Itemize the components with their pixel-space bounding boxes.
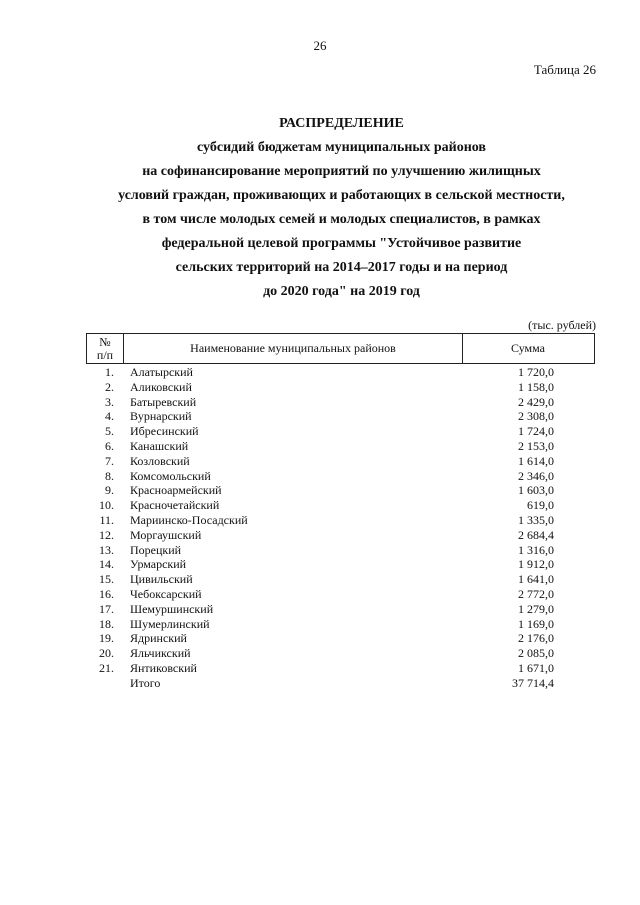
amount-value: 1 158,0 bbox=[518, 379, 554, 394]
table-row bbox=[86, 424, 595, 439]
table-row bbox=[86, 498, 595, 513]
row-number: 5. bbox=[105, 424, 114, 439]
unit-note: (тыс. рублей) bbox=[528, 318, 596, 332]
district-name: Батыревский bbox=[130, 394, 197, 409]
table-row bbox=[86, 587, 595, 602]
district-name: Красночетайский bbox=[130, 498, 220, 513]
document-title bbox=[60, 112, 623, 304]
title-line: до 2020 года" на 2019 год bbox=[263, 284, 420, 299]
title-line: РАСПРЕДЕЛЕНИЕ bbox=[279, 116, 404, 131]
table-label: Таблица 26 bbox=[533, 62, 596, 77]
amount-value: 2 684,4 bbox=[518, 527, 554, 542]
table-row bbox=[86, 365, 595, 380]
total-row bbox=[86, 676, 595, 691]
header-district-name: Наименование муниципальных районов bbox=[124, 334, 463, 363]
district-name: Шемуршинский bbox=[130, 601, 214, 616]
table-row bbox=[86, 617, 595, 632]
table-row bbox=[86, 646, 595, 661]
amount-value: 1 279,0 bbox=[518, 601, 554, 616]
district-name: Алатырский bbox=[130, 365, 193, 379]
row-number: 16. bbox=[99, 586, 114, 601]
row-number: 9. bbox=[105, 483, 114, 498]
amount-value: 2 176,0 bbox=[518, 631, 554, 646]
amount-value: 2 153,0 bbox=[518, 438, 554, 453]
title-line: сельских территорий на 2014–2017 годы и на период bbox=[175, 260, 508, 275]
table-row bbox=[86, 572, 595, 587]
amount-value: 2 346,0 bbox=[518, 468, 554, 483]
table-row bbox=[86, 602, 595, 617]
page-number: 26 bbox=[313, 38, 327, 53]
amount-value: 1 316,0 bbox=[518, 542, 554, 557]
row-number: 8. bbox=[105, 468, 114, 483]
header-number bbox=[87, 334, 124, 363]
district-name: Цивильский bbox=[130, 572, 193, 587]
title-line: условий граждан, проживающих и работающих в сельской местности, bbox=[118, 188, 565, 203]
table-row bbox=[86, 439, 595, 454]
row-number: 17. bbox=[99, 601, 114, 616]
table-row bbox=[86, 631, 595, 646]
table-row bbox=[86, 409, 595, 424]
amount-value: 1 641,0 bbox=[518, 572, 554, 587]
amount-value: 2 429,0 bbox=[518, 394, 554, 409]
district-name: Ядринский bbox=[130, 631, 187, 646]
row-number: 15. bbox=[99, 572, 114, 587]
row-number: 2. bbox=[105, 379, 114, 394]
table-row bbox=[86, 513, 595, 528]
district-name: Козловский bbox=[130, 453, 190, 468]
title-line: на софинансирование мероприятий по улучшению жилищных bbox=[142, 164, 541, 179]
amount-value: 2 085,0 bbox=[518, 646, 554, 661]
district-name: Ибресинский bbox=[130, 424, 199, 439]
district-name: Комсомольский bbox=[130, 468, 211, 483]
row-number: 19. bbox=[99, 631, 114, 646]
table-row bbox=[86, 661, 595, 676]
district-name: Итого bbox=[130, 675, 161, 690]
district-name: Шумерлинский bbox=[130, 616, 210, 631]
table-row bbox=[86, 483, 595, 498]
header-amount: Сумма bbox=[511, 341, 545, 355]
district-name: Канашский bbox=[130, 438, 189, 453]
amount-value: 1 614,0 bbox=[518, 453, 554, 468]
district-name: Порецкий bbox=[130, 542, 182, 557]
title-line: федеральной целевой программы "Устойчивое развитие bbox=[161, 236, 522, 251]
district-name: Красноармейский bbox=[130, 483, 222, 498]
table-header bbox=[86, 333, 595, 364]
district-name: Яльчикский bbox=[130, 646, 191, 661]
table-body bbox=[86, 365, 595, 691]
title-line: в том числе молодых семей и молодых специалистов, в рамках bbox=[142, 212, 541, 227]
table-row bbox=[86, 380, 595, 395]
row-number: 14. bbox=[99, 557, 114, 572]
amount-value: 1 724,0 bbox=[518, 424, 554, 439]
row-number: 10. bbox=[99, 498, 114, 513]
row-number: 4. bbox=[105, 409, 114, 424]
amount-value: 1 912,0 bbox=[518, 557, 554, 572]
row-number: 12. bbox=[99, 527, 114, 542]
amount-value: 2 772,0 bbox=[518, 586, 554, 601]
amount-value: 2 308,0 bbox=[518, 409, 554, 424]
table-row bbox=[86, 454, 595, 469]
amount-value: 1 169,0 bbox=[518, 616, 554, 631]
district-name: Мариинско-Посадский bbox=[130, 512, 248, 527]
row-number: 1. bbox=[105, 365, 114, 379]
row-number: 11. bbox=[99, 512, 114, 527]
amount-value: 1 335,0 bbox=[518, 512, 554, 527]
table-row bbox=[86, 543, 595, 558]
district-name: Урмарский bbox=[130, 557, 187, 572]
amount-value: 1 603,0 bbox=[518, 483, 554, 498]
district-name: Вурнарский bbox=[130, 409, 192, 424]
district-name: Моргаушский bbox=[130, 527, 202, 542]
row-number: 6. bbox=[105, 438, 114, 453]
header-number-symbol: № bbox=[99, 335, 111, 349]
row-number: 7. bbox=[105, 453, 114, 468]
table-row bbox=[86, 395, 595, 410]
table-row bbox=[86, 557, 595, 572]
table-row bbox=[86, 469, 595, 484]
district-name: Аликовский bbox=[130, 379, 192, 394]
row-number: 18. bbox=[99, 616, 114, 631]
row-number: 13. bbox=[99, 542, 114, 557]
amount-value: 619,0 bbox=[527, 498, 554, 513]
row-number: 21. bbox=[99, 660, 114, 675]
amount-value: 37 714,4 bbox=[512, 675, 554, 690]
amount-value: 1 720,0 bbox=[518, 365, 554, 379]
table-row bbox=[86, 528, 595, 543]
district-name: Янтиковский bbox=[130, 660, 197, 675]
amount-value: 1 671,0 bbox=[518, 660, 554, 675]
title-line: субсидий бюджетам муниципальных районов bbox=[197, 140, 486, 155]
district-name: Чебоксарский bbox=[130, 586, 202, 601]
row-number: 3. bbox=[105, 394, 114, 409]
row-number: 20. bbox=[99, 646, 114, 661]
header-number-abbr: п/п bbox=[96, 348, 114, 362]
